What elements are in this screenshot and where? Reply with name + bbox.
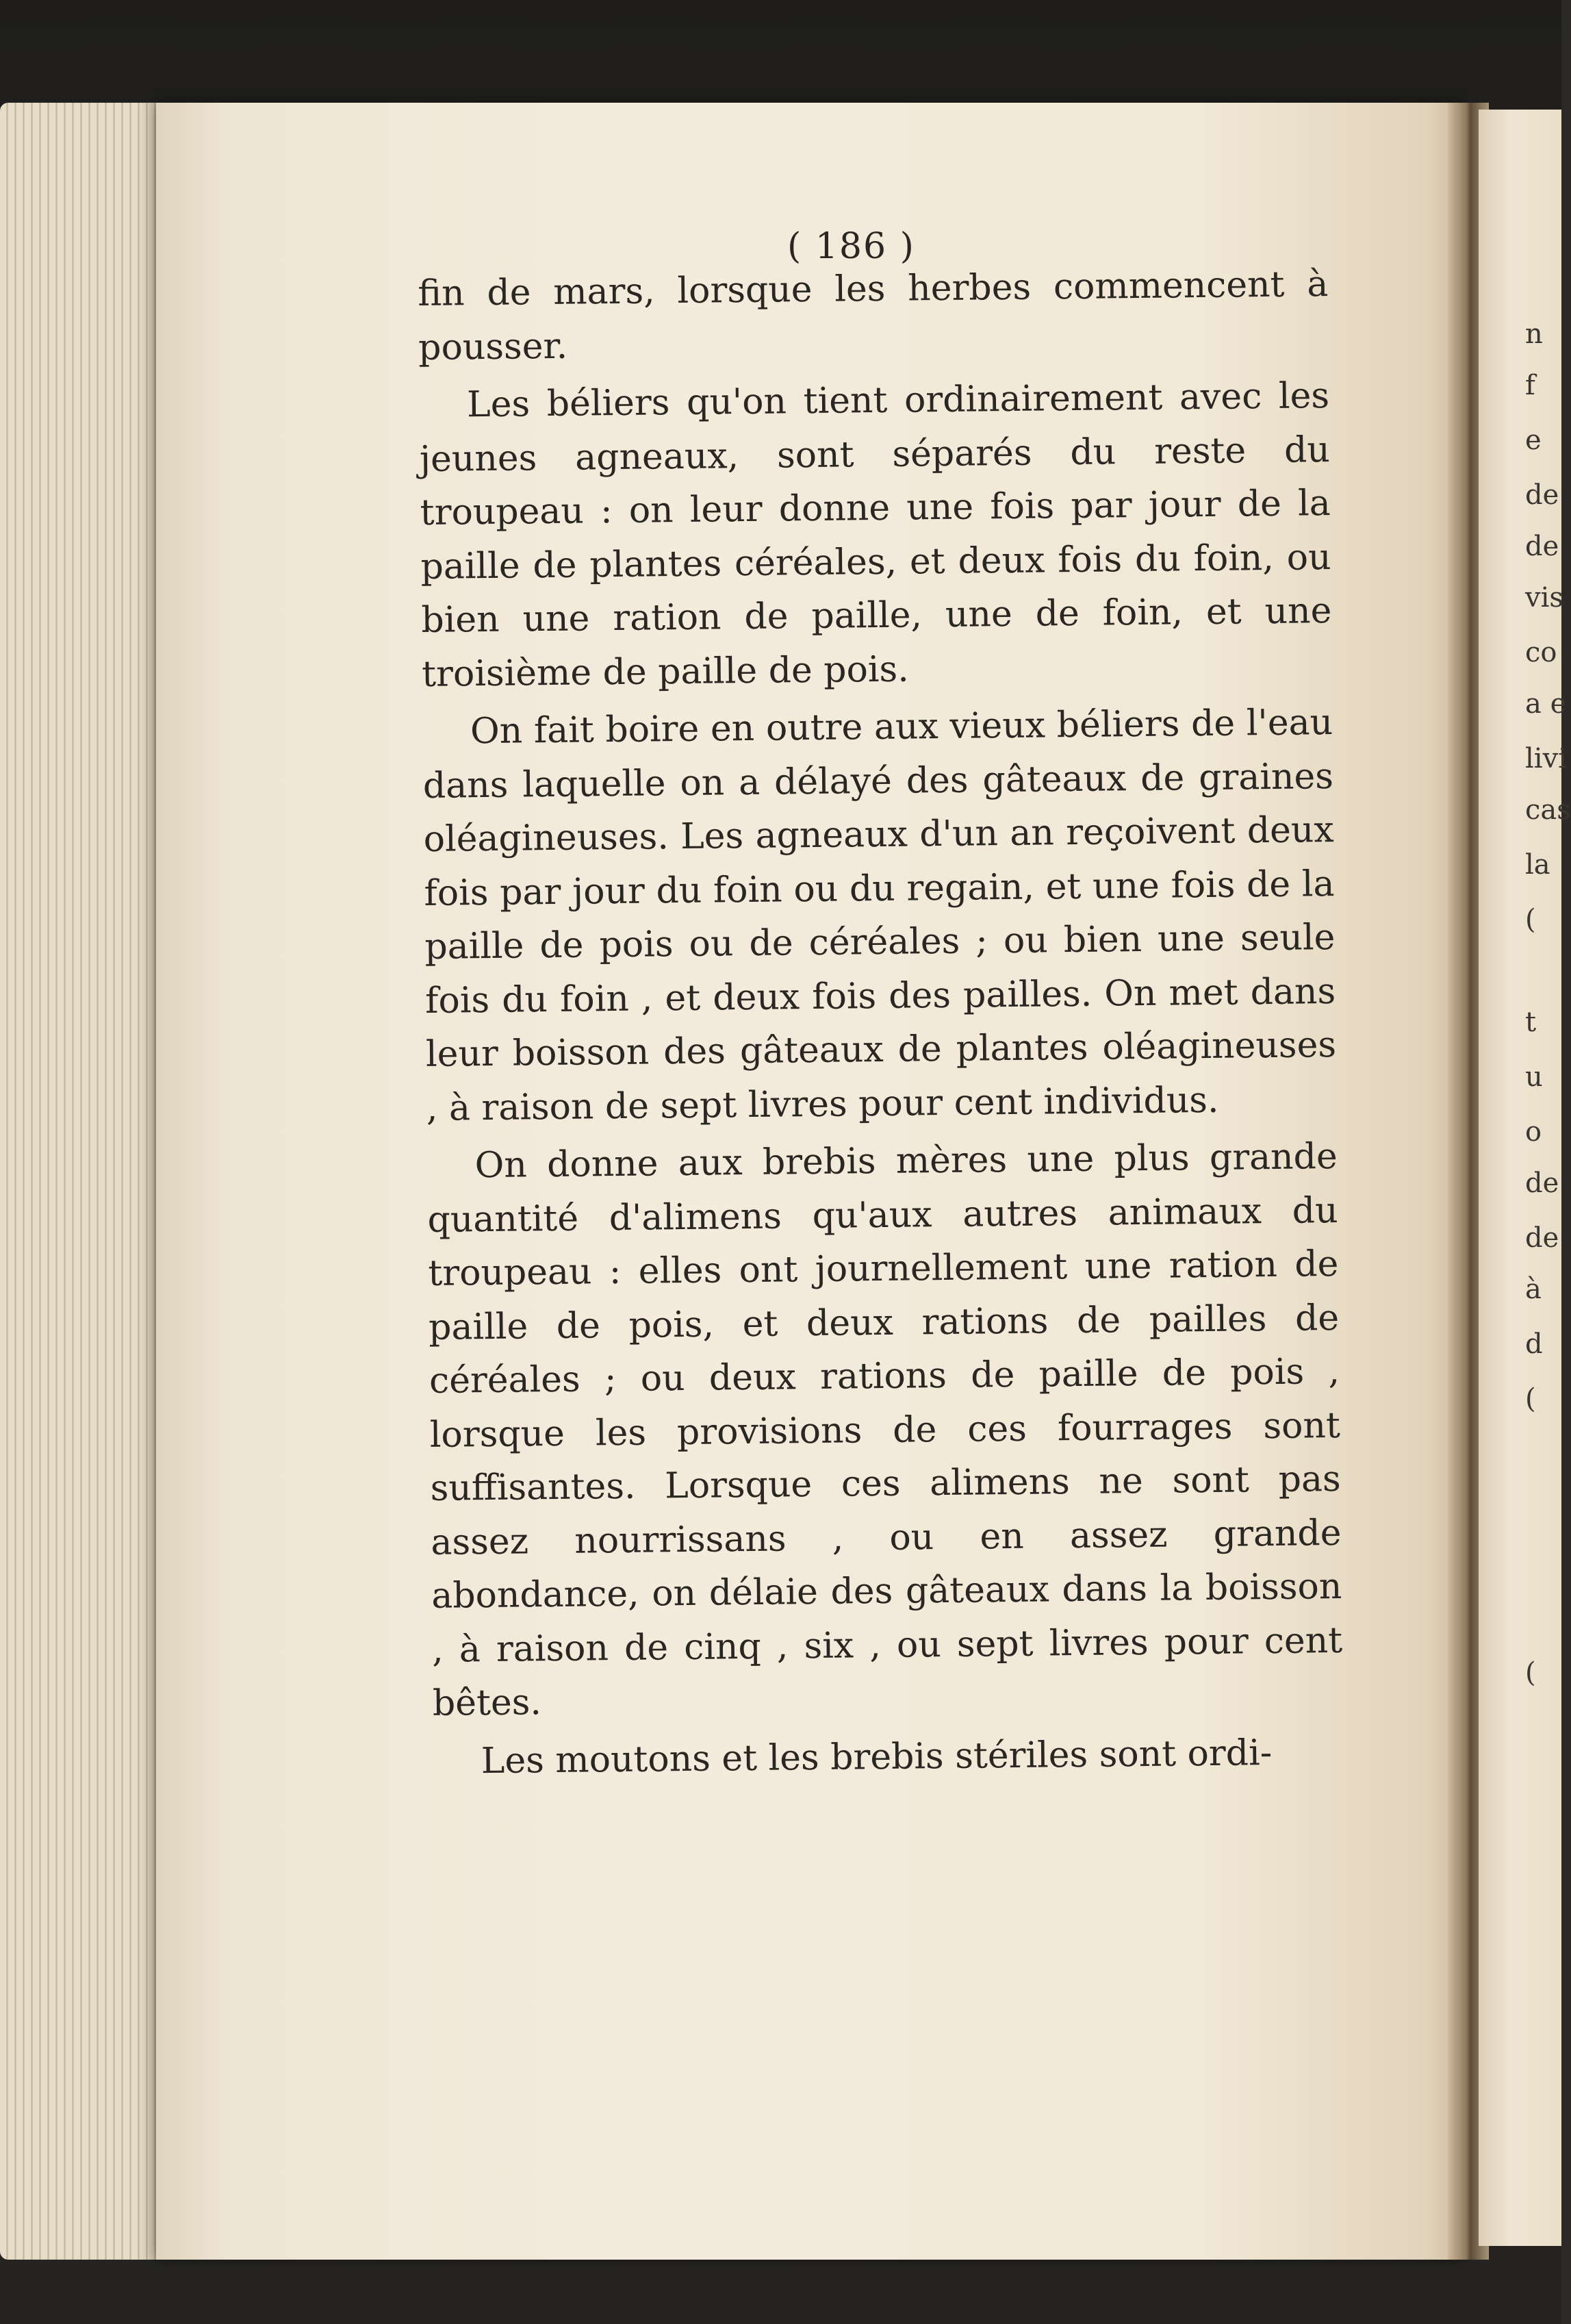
- facing-fragment: e: [1525, 425, 1542, 456]
- paragraph: On fait boire en outre aux vieux béliers de l'eau dans laquelle on a délayé des gâteaux de graines oléagineuses. Les agneaux d'un an reçoivent deux fois par jour du foin ou du regain, et une fois de la paille de pois ou de céréales ; ou bien une seule fois du foin , et deux fois des pailles. On met dans leur boisson des gâteaux de plantes oléagineuses , à raison de sept livres pour cent individus.: [422, 702, 1337, 1129]
- page-body-text: [418, 257, 1344, 1789]
- facing-fragment: de: [1525, 479, 1559, 511]
- facing-fragment: f: [1525, 370, 1535, 401]
- facing-fragment: o: [1525, 1116, 1542, 1148]
- facing-fragment: à: [1525, 1274, 1542, 1305]
- paragraph-continuation: fin de mars, lorsque les herbes commencent à pousser.: [418, 264, 1329, 368]
- facing-fragment: de: [1525, 531, 1559, 562]
- facing-fragment: t: [1525, 1007, 1537, 1038]
- facing-fragment: u: [1525, 1061, 1543, 1093]
- facing-fragment: n: [1525, 318, 1543, 350]
- facing-fragment: (: [1525, 1657, 1536, 1689]
- facing-fragment: vis: [1525, 582, 1563, 614]
- page-number: ( 186 ): [787, 226, 915, 267]
- facing-fragment: de: [1525, 1167, 1559, 1199]
- facing-fragment: de: [1525, 1222, 1559, 1254]
- facing-fragment: d: [1525, 1328, 1543, 1360]
- facing-fragment: livi: [1525, 743, 1567, 774]
- paragraph: Les moutons et les brebis stériles sont ordi-: [481, 1732, 1273, 1782]
- paragraph: On donne aux brebis mères une plus grande quantité d'alimens qu'aux autres animaux du troupeau : elles ont journellement une ration de paille de pois, et deux rations de pailles de céréales ; ou deux rations de paille de pois , lorsque les provisions de ces fourrages sont suffisantes. Lorsque ces alimens ne sont pas assez nourrissans , ou en assez grande abondance, on délaie des gâteaux dans la boisson , à raison de cinq , six , ou sept livres pour cent bêtes.: [427, 1136, 1343, 1724]
- facing-fragment: (: [1525, 1383, 1536, 1415]
- paragraph: Les béliers qu'on tient ordinairement avec les jeunes agneaux, sont séparés du reste du troupeau : on leur donne une fois par jour de la paille de plantes céréales, et deux fois du foin, ou bien une ration de paille, une de foin, et une troisième de paille de pois.: [419, 375, 1332, 695]
- facing-fragment: co: [1525, 637, 1557, 668]
- facing-fragment: a e: [1525, 688, 1567, 720]
- facing-fragment: cas: [1525, 794, 1571, 826]
- facing-fragment: (: [1525, 904, 1536, 935]
- facing-fragment: la: [1525, 849, 1550, 881]
